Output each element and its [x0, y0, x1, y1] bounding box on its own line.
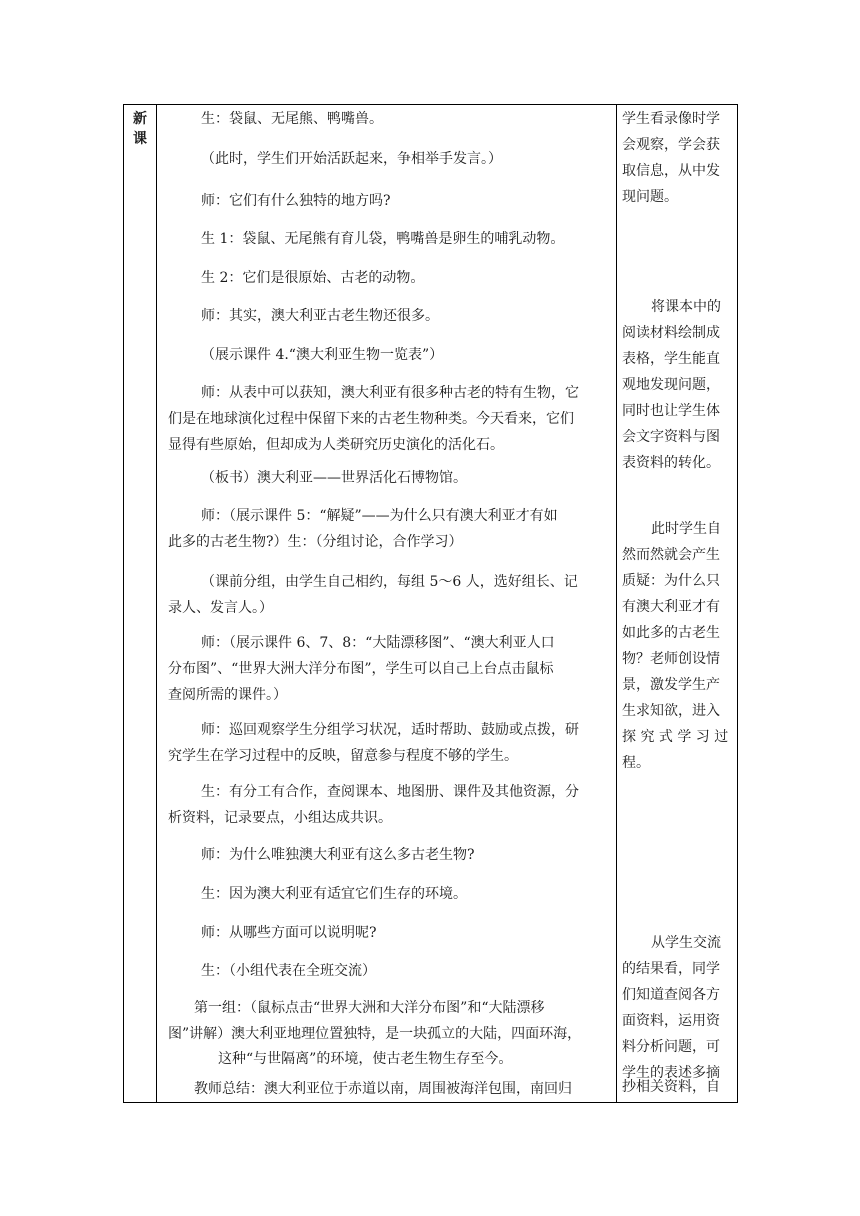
- intent-line: 观地发现问题，: [622, 377, 720, 393]
- intent-line: 从学生交流: [651, 935, 721, 951]
- column-divider-left: [156, 105, 157, 1102]
- intent-line: 然而然就会产生: [622, 547, 720, 563]
- intent-line: 学生看录像时学: [622, 111, 720, 127]
- process-line: （展示课件 4.“澳大利亚生物一览表”）: [201, 347, 444, 363]
- process-line: 们是在地球演化过程中保留下来的古老生物种类。今天看来，它们: [168, 411, 574, 427]
- intent-line: 学生的表述多摘: [622, 1065, 720, 1081]
- process-line: 图”讲解）澳大利亚地理位置独特，是一块孤立的大陆，四面环海，: [168, 1026, 582, 1042]
- process-line: 师：（展示课件 6、7、8：“大陆漂移图”、“澳大利亚人口: [201, 635, 555, 651]
- process-line: 生 2：它们是很原始、古老的动物。: [201, 270, 425, 286]
- process-line: （板书）澳大利亚——世界活化石博物馆。: [201, 470, 467, 486]
- intent-line: 探 究 式 学 习 过: [622, 729, 729, 745]
- process-line: 师：巡回观察学生分组学习状况，适时帮助、鼓励或点拨，研: [201, 722, 579, 738]
- process-line: （此时，学生们开始活跃起来，争相举手发言。）: [201, 151, 502, 167]
- section-label: 新课: [133, 111, 147, 147]
- intent-line: 此时学生自: [651, 521, 721, 537]
- intent-line: 如此多的古老生: [622, 625, 720, 641]
- column-divider-right: [616, 105, 617, 1102]
- process-line: 生：因为澳大利亚有适宜它们生存的环境。: [201, 886, 467, 902]
- process-line: 师：它们有什么独特的地方吗?: [201, 193, 391, 209]
- intent-line: 们知道查阅各方: [622, 987, 720, 1003]
- intent-line: 将课本中的: [651, 299, 721, 315]
- intent-line: 会文字资料与图: [622, 429, 720, 445]
- process-line: 生：袋鼠、无尾熊、鸭嘴兽。: [201, 111, 383, 127]
- intent-line: 阅读材料绘制成: [622, 325, 720, 341]
- lesson-table: [123, 104, 738, 1103]
- intent-line: 现问题。: [622, 189, 678, 205]
- intent-line: 程。: [622, 755, 650, 771]
- intent-line: 同时也让学生体: [622, 403, 720, 419]
- intent-line: 面资料，运用资: [622, 1013, 720, 1029]
- intent-line: 质疑：为什么只: [622, 573, 720, 589]
- process-line: 师：（展示课件 5：“解疑”——为什么只有澳大利亚才有如: [201, 508, 558, 524]
- process-line: 分布图”、“世界大洲大洋分布图”，学生可以自己上台点击鼠标: [168, 661, 554, 677]
- intent-line: 表格，学生能直: [622, 351, 720, 367]
- intent-line: 有澳大利亚才有: [622, 599, 720, 615]
- intent-line: 取信息，从中发: [622, 163, 720, 179]
- intent-line: 抄相关资料，自: [622, 1079, 720, 1095]
- process-line: 查阅所需的课件。）: [168, 687, 287, 703]
- process-line: 究学生在学习过程中的反映，留意参与程度不够的学生。: [168, 748, 518, 764]
- process-line: 第一组：（鼠标点击“世界大洲和大洋分布图”和“大陆漂移: [194, 1000, 545, 1016]
- process-line: 显得有些原始，但却成为人类研究历史演化的活化石。: [168, 437, 504, 453]
- process-line: 录人、发言人。）: [168, 600, 273, 616]
- process-line: 师：从表中可以获知，澳大利亚有很多种古老的特有生物，它: [201, 385, 579, 401]
- process-line: 生 1：袋鼠、无尾熊有育儿袋，鸭嘴兽是卵生的哺乳动物。: [201, 231, 565, 247]
- process-line: 析资料，记录要点，小组达成共识。: [168, 810, 392, 826]
- process-line: 教师总结：澳大利亚位于赤道以南，周围被海洋包围，南回归: [194, 1081, 572, 1097]
- process-line: 这种“与世隔离”的环境，使古老生物生存至今。: [218, 1051, 513, 1067]
- intent-line: 生求知欲，进入: [622, 703, 720, 719]
- intent-line: 景，激发学生产: [622, 677, 720, 693]
- intent-line: 的结果看，同学: [622, 961, 720, 977]
- process-line: （课前分组，由学生自己相约，每组 5～6 人，选好组长、记: [201, 574, 578, 590]
- process-line: 师：其实，澳大利亚古老生物还很多。: [201, 308, 439, 324]
- intent-line: 表资料的转化。: [622, 455, 720, 471]
- intent-line: 会观察，学会获: [622, 137, 720, 153]
- process-line: 生：有分工有合作，查阅课本、地图册、课件及其他资源，分: [201, 784, 579, 800]
- intent-line: 料分析问题，可: [622, 1039, 720, 1055]
- intent-line: 物？老师创设情: [622, 651, 720, 667]
- process-line: 师：为什么唯独澳大利亚有这么多古老生物?: [201, 847, 475, 863]
- process-line: 此多的古老生物?）生：（分组讨论，合作学习）: [168, 534, 463, 550]
- process-line: 生：（小组代表在全班交流）: [201, 963, 376, 979]
- process-line: 师：从哪些方面可以说明呢?: [201, 925, 377, 941]
